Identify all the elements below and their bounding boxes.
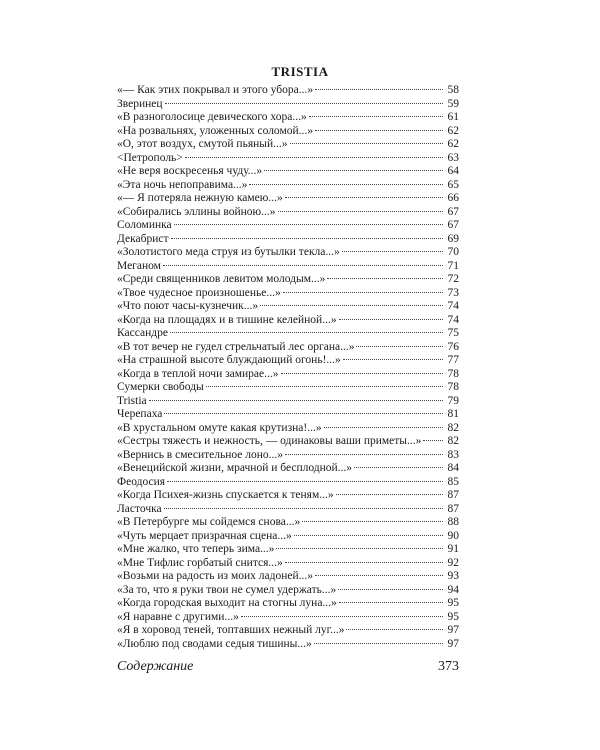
dot-leader bbox=[167, 481, 443, 482]
toc-entry-title: «Люблю под сводами седыя тишины...» bbox=[117, 637, 312, 650]
toc-entry bbox=[117, 422, 459, 436]
toc-entry bbox=[117, 462, 459, 476]
toc-entry-page: 70 bbox=[447, 246, 459, 258]
toc-entry bbox=[117, 449, 459, 463]
dot-leader bbox=[339, 319, 443, 320]
toc-entry bbox=[117, 206, 459, 220]
toc-entry-title: «В Петербурге мы сойдемся снова...» bbox=[117, 516, 301, 528]
toc-entry-title: «Я наравне с другими...» bbox=[117, 610, 239, 623]
dot-leader bbox=[336, 494, 443, 495]
toc-entry-page: 85 bbox=[447, 475, 459, 488]
toc-entry-title: «Венецийской жизни, мрачной и бесплодной...» bbox=[117, 462, 353, 474]
toc-entry-page: 67 bbox=[447, 205, 459, 218]
toc-entry-title: «За то, что я руки твои не сумел удержать...» bbox=[117, 583, 337, 596]
toc-entry-title: «Чуть мерцает призрачная сцена...» bbox=[117, 529, 292, 542]
toc-entry bbox=[117, 557, 459, 571]
toc-entry bbox=[117, 111, 459, 125]
toc-entry bbox=[117, 84, 459, 98]
toc-entry-title: «В тот вечер не гудел стрельчатый лес органа...» bbox=[117, 340, 355, 353]
toc-entry bbox=[117, 260, 459, 274]
toc-entry bbox=[117, 543, 459, 557]
toc-entry-title: «Собирались эллины войною...» bbox=[117, 205, 276, 218]
dot-leader bbox=[338, 589, 443, 590]
toc-entry-page: 64 bbox=[447, 165, 459, 177]
toc-entry bbox=[117, 638, 459, 652]
dot-leader bbox=[327, 278, 443, 279]
toc-entry-page: 88 bbox=[447, 516, 459, 528]
toc-entry-title: Черепаха bbox=[117, 408, 163, 420]
toc-entry bbox=[117, 408, 459, 422]
dot-leader bbox=[314, 643, 443, 644]
dot-leader bbox=[276, 548, 443, 549]
toc-entry bbox=[117, 138, 459, 152]
dot-leader bbox=[339, 602, 443, 603]
footer-label: Содержание bbox=[117, 659, 194, 674]
dot-leader bbox=[346, 629, 443, 630]
toc-entry bbox=[117, 381, 459, 395]
dot-leader bbox=[163, 265, 443, 266]
dot-leader bbox=[165, 103, 443, 104]
toc-entry-title: «Возьми на радость из моих ладоней...» bbox=[117, 570, 313, 582]
toc-entry-title: Меганом bbox=[117, 259, 161, 272]
dot-leader bbox=[185, 157, 443, 158]
dot-leader bbox=[281, 373, 443, 374]
toc-entry-page: 87 bbox=[447, 489, 459, 501]
toc-entry-page: 62 bbox=[447, 138, 459, 150]
toc-entry-page: 94 bbox=[447, 583, 459, 596]
toc-entry-page: 82 bbox=[447, 421, 459, 434]
toc-entry bbox=[117, 395, 459, 409]
toc-entry-page: 81 bbox=[447, 408, 459, 420]
dot-leader bbox=[285, 197, 443, 198]
toc-entry-page: 91 bbox=[447, 543, 459, 555]
toc-entry-page: 75 bbox=[447, 327, 459, 339]
toc-entry-page: 93 bbox=[447, 570, 459, 582]
toc-entry bbox=[117, 341, 459, 355]
dot-leader bbox=[174, 224, 443, 225]
toc-entry bbox=[117, 165, 459, 179]
toc-entry bbox=[117, 516, 459, 530]
toc-entry-page: 95 bbox=[447, 610, 459, 623]
toc-entry-title: Tristia bbox=[117, 394, 147, 407]
dot-leader bbox=[164, 508, 443, 509]
toc-entry-page: 65 bbox=[447, 178, 459, 191]
toc-entry-page: 95 bbox=[447, 597, 459, 609]
dot-leader bbox=[302, 521, 443, 522]
dot-leader bbox=[342, 251, 443, 252]
toc-entry-title: «На страшной высоте блуждающий огонь!...» bbox=[117, 354, 341, 366]
dot-leader bbox=[423, 440, 443, 441]
toc-entry bbox=[117, 489, 459, 503]
toc-entry bbox=[117, 503, 459, 517]
toc-entry bbox=[117, 179, 459, 193]
toc-entry-title: Кассандре bbox=[117, 327, 168, 339]
toc-entry bbox=[117, 435, 459, 449]
dot-leader bbox=[324, 427, 443, 428]
table-of-contents bbox=[117, 84, 459, 651]
toc-entry-title: Ласточка bbox=[117, 502, 162, 515]
toc-entry-title: «Сестры тяжесть и нежность, — одинаковы ваши приметы...» bbox=[117, 435, 422, 447]
toc-entry-page: 84 bbox=[447, 462, 459, 474]
toc-entry-title: «Когда в теплой ночи замирае...» bbox=[117, 367, 279, 380]
dot-leader bbox=[285, 454, 443, 455]
dot-leader bbox=[264, 170, 443, 171]
toc-entry-title: «Вернись в смесительное лоно...» bbox=[117, 448, 284, 461]
toc-entry-page: 69 bbox=[447, 232, 459, 245]
toc-entry-page: 83 bbox=[447, 448, 459, 461]
toc-entry-title: «— Я потеряла нежную камею...» bbox=[117, 192, 283, 204]
toc-entry bbox=[117, 233, 459, 247]
toc-entry-title: «В разноголосице девического хора...» bbox=[117, 111, 307, 123]
dot-leader bbox=[343, 359, 443, 360]
dot-leader bbox=[309, 116, 443, 117]
toc-entry-title: «О, этот воздух, смутой пьяный...» bbox=[117, 138, 288, 150]
toc-entry-title: Декабрист bbox=[117, 232, 169, 245]
dot-leader bbox=[249, 184, 443, 185]
toc-entry-title: «Не веря воскресенья чуду...» bbox=[117, 165, 263, 177]
toc-entry-title: «Мне жалко, что теперь зима...» bbox=[117, 543, 275, 555]
toc-entry-page: 76 bbox=[447, 340, 459, 353]
toc-entry bbox=[117, 476, 459, 490]
toc-entry bbox=[117, 530, 459, 544]
toc-entry bbox=[117, 287, 459, 301]
dot-leader bbox=[294, 535, 443, 536]
toc-entry-title: «Твое чудесное произношенье...» bbox=[117, 286, 281, 299]
toc-entry-page: 61 bbox=[447, 111, 459, 123]
toc-entry bbox=[117, 611, 459, 625]
toc-entry-page: 92 bbox=[447, 556, 459, 569]
toc-entry-page: 78 bbox=[447, 381, 459, 393]
dot-leader bbox=[206, 386, 443, 387]
toc-entry bbox=[117, 624, 459, 638]
dot-leader bbox=[149, 400, 443, 401]
dot-leader bbox=[315, 89, 443, 90]
toc-entry bbox=[117, 368, 459, 382]
toc-entry-page: 97 bbox=[447, 624, 459, 636]
toc-entry-page: 72 bbox=[447, 273, 459, 285]
dot-leader bbox=[354, 467, 443, 468]
toc-entry bbox=[117, 314, 459, 328]
toc-entry-title: Сумерки свободы bbox=[117, 381, 204, 393]
toc-entry bbox=[117, 327, 459, 341]
toc-entry-page: 74 bbox=[447, 313, 459, 326]
toc-entry-page: 62 bbox=[447, 124, 459, 137]
toc-entry-page: 74 bbox=[447, 300, 459, 312]
page-number: 373 bbox=[438, 659, 459, 674]
toc-entry-page: 73 bbox=[447, 286, 459, 299]
toc-entry bbox=[117, 273, 459, 287]
toc-entry-title: Соломинка bbox=[117, 219, 172, 231]
dot-leader bbox=[278, 211, 444, 212]
toc-entry-page: 97 bbox=[447, 637, 459, 650]
toc-entry bbox=[117, 192, 459, 206]
toc-entry-title: «На розвальнях, уложенных соломой...» bbox=[117, 124, 314, 137]
dot-leader bbox=[260, 305, 443, 306]
toc-entry-page: 66 bbox=[447, 192, 459, 204]
toc-entry bbox=[117, 597, 459, 611]
toc-entry-title: «Золотистого меда струя из бутылки текла...» bbox=[117, 246, 340, 258]
toc-entry-page: 77 bbox=[447, 354, 459, 366]
toc-entry bbox=[117, 98, 459, 112]
toc-entry bbox=[117, 246, 459, 260]
toc-entry-title: «Когда городская выходит на стогны луна...» bbox=[117, 597, 337, 609]
toc-entry-title: «Мне Тифлис горбатый снится...» bbox=[117, 556, 283, 569]
toc-entry-page: 79 bbox=[447, 394, 459, 407]
toc-entry-title: «Эта ночь непоправима...» bbox=[117, 178, 248, 191]
toc-entry-title: Зверинец bbox=[117, 97, 163, 110]
toc-entry-page: 78 bbox=[447, 367, 459, 380]
dot-leader bbox=[164, 413, 443, 414]
toc-entry-page: 59 bbox=[447, 97, 459, 110]
toc-entry-title: Феодосия bbox=[117, 475, 166, 488]
dot-leader bbox=[315, 130, 443, 131]
toc-entry-page: 58 bbox=[447, 84, 459, 96]
toc-entry-title: «Когда на площадях и в тишине келейной...» bbox=[117, 313, 337, 326]
toc-entry-title: «— Как этих покрывал и этого убора...» bbox=[117, 84, 314, 96]
dot-leader bbox=[170, 332, 443, 333]
toc-entry-title: «Когда Психея-жизнь спускается к теням...» bbox=[117, 489, 334, 501]
toc-entry-title: «Среди священников левитом молодым...» bbox=[117, 273, 326, 285]
dot-leader bbox=[285, 562, 443, 563]
toc-entry bbox=[117, 219, 459, 233]
dot-leader bbox=[356, 346, 443, 347]
toc-entry bbox=[117, 300, 459, 314]
toc-entry-page: 63 bbox=[447, 151, 459, 164]
toc-entry-page: 71 bbox=[447, 259, 459, 272]
toc-entry-title: <Петрополь> bbox=[117, 151, 183, 164]
toc-entry bbox=[117, 354, 459, 368]
toc-entry-title: «В хрустальном омуте какая крутизна!...» bbox=[117, 421, 322, 434]
toc-entry bbox=[117, 125, 459, 139]
toc-entry bbox=[117, 584, 459, 598]
toc-entry bbox=[117, 152, 459, 166]
toc-entry-title: «Что поют часы-кузнечик...» bbox=[117, 300, 259, 312]
toc-entry bbox=[117, 570, 459, 584]
section-title: TRISTIA bbox=[271, 64, 329, 79]
toc-entry-page: 87 bbox=[447, 502, 459, 515]
dot-leader bbox=[171, 238, 444, 239]
dot-leader bbox=[315, 575, 443, 576]
toc-entry-page: 82 bbox=[447, 435, 459, 447]
dot-leader bbox=[241, 616, 443, 617]
dot-leader bbox=[290, 143, 443, 144]
toc-entry-title: «Я в хоровод теней, топтавших нежный луг...» bbox=[117, 624, 345, 636]
toc-entry-page: 90 bbox=[447, 529, 459, 542]
dot-leader bbox=[283, 292, 443, 293]
toc-entry-page: 67 bbox=[447, 219, 459, 231]
